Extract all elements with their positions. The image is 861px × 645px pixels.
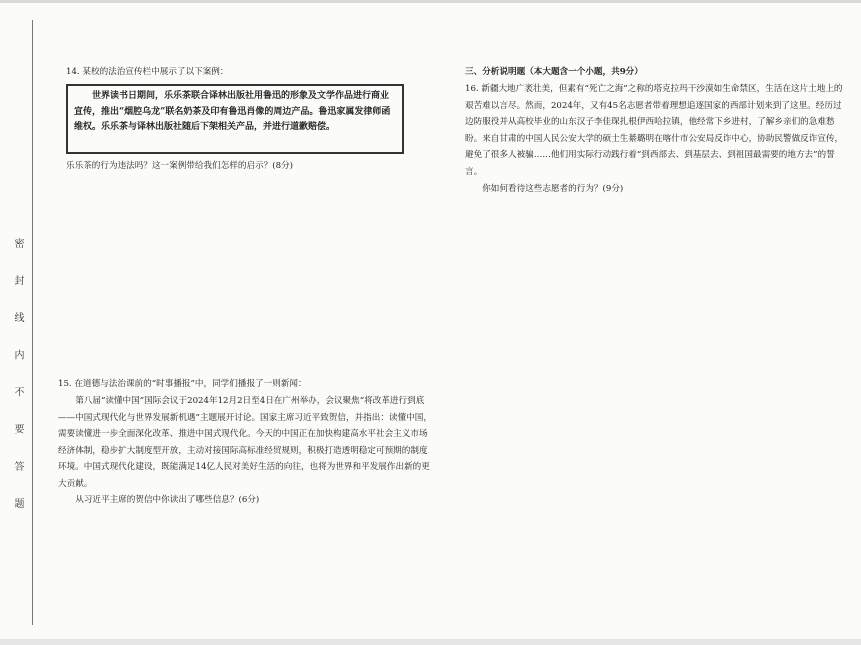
section3-heading: 三、分析说明题（本大题含一个小题，共9分） <box>465 67 643 77</box>
q16-question: 你如何看待这些志愿者的行为？(9分) <box>482 184 624 194</box>
q15-passage: 第八届“读懂中国”国际会议于2024年12月2日至4日在广州举办，会议聚焦“将改革进行到底——中国式现代化与世界发展新机遇”主题展开讨论。国家主席习近平致贺信，并指出：读懂中国，需要读懂进一步全面深化改革、推进中国式现代化。今天的中国正在加快构建高水平社会主义市场经济体制，稳步扩大制度型开放，主动对接国际高标准经贸规则，积极打造透明稳定可预期的制度环境。中国式现代化建设，既能满足14亿人民对美好生活的向往，也将为世界和平发展作出新的更大贡献。 <box>58 396 432 489</box>
q14-stem: 14. 某校的法治宣传栏中展示了以下案例： <box>66 67 229 77</box>
q14-case-box: 世界读书日期间，乐乐茶联合译林出版社用鲁迅的形象及文学作品进行商业宣传，推出“烟腔乌龙”联名奶茶及印有鲁迅肖像的周边产品。鲁迅家属发律师函维权。乐乐茶与译林出版社随后下架相关产品，并进行道歉赔偿。 <box>66 84 404 154</box>
q16-passage: 16. 新疆大地广袤壮美，但素有“死亡之海”之称的塔克拉玛干沙漠如生命禁区，生活在这片土地上的艰苦难以言尽。然而，2024年，又有45名志愿者带着理想追逐国家的西部计划来到了这里。经历过边防服役并从高校毕业的山东汉子李佳琛扎根伊西哈拉镇，他经常下乡进村，了解乡亲们的急难愁盼。来自甘肃的中国人民公安大学的硕士生綦璐明在喀什市公安局反诈中心，协助民警做反诈宣传，避免了很多人被骗……他们用实际行动践行着“到西部去、到基层去、到祖国最需要的地方去”的誓言。 <box>465 84 844 177</box>
q15-question: 从习近平主席的贺信中你读出了哪些信息？(6分) <box>75 495 260 505</box>
q15-stem: 15. 在道德与法治课前的“时事播报”中，同学们播报了一则新闻： <box>58 379 307 389</box>
q14-question: 乐乐茶的行为违法吗？这一案例带给我们怎样的启示？(8分) <box>66 161 294 171</box>
binding-line <box>32 20 33 625</box>
scan-bottom-edge <box>0 639 861 645</box>
scan-top-edge <box>0 0 861 3</box>
binding-margin-warning: 密 封 线 内 不 要 答 题 <box>12 238 23 521</box>
